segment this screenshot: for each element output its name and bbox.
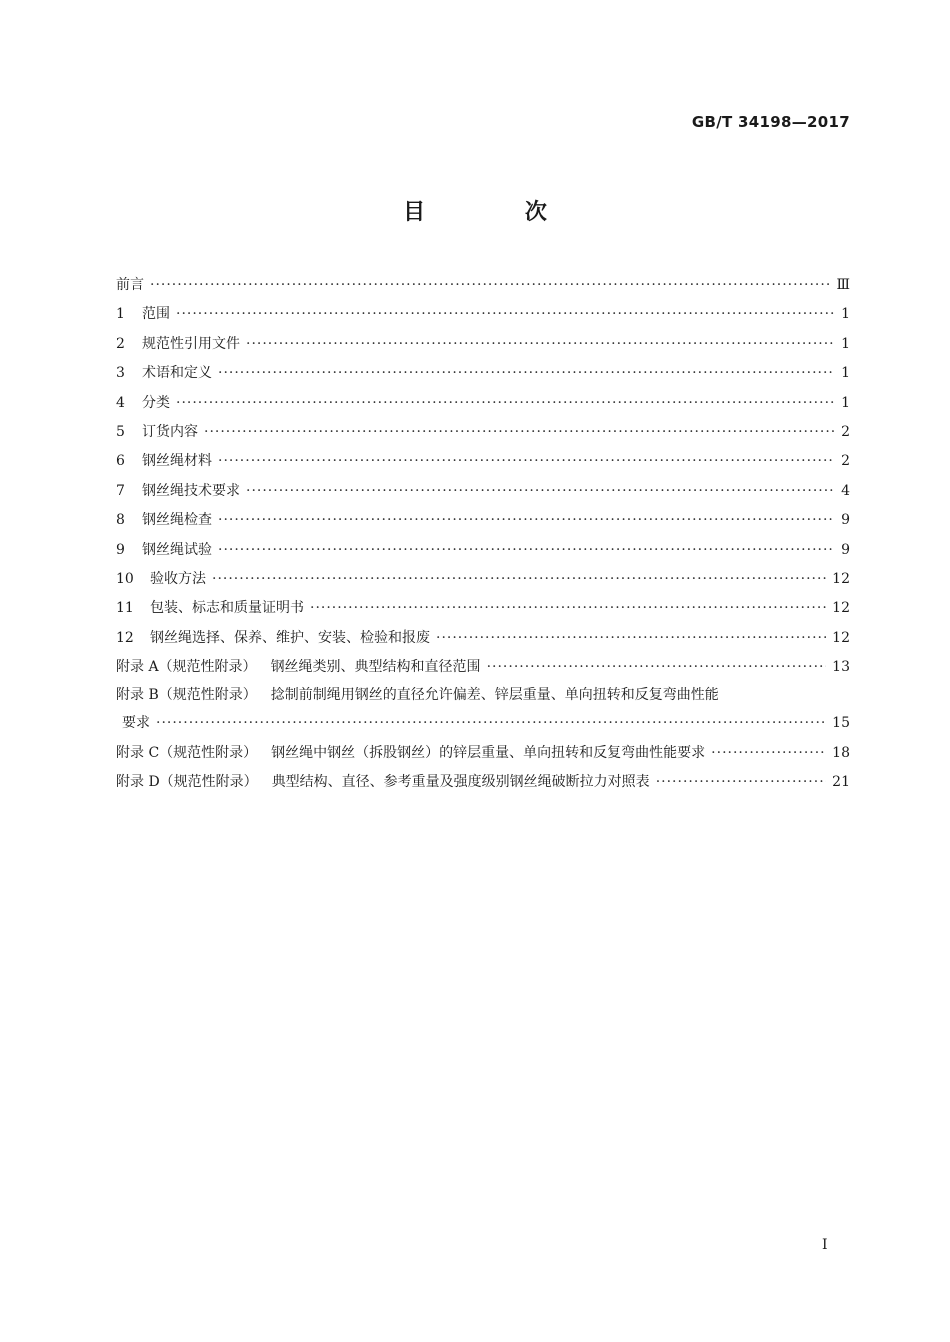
toc-entry-title: 钢丝绳选择、保养、维护、安装、检验和报废	[150, 629, 430, 646]
leader-dots	[218, 447, 834, 476]
toc-entry-9[interactable]	[116, 536, 850, 565]
toc-entry-page: 12	[832, 570, 850, 587]
page-number: I	[822, 1237, 828, 1253]
leader-dots	[176, 300, 834, 329]
toc-entry-page: 12	[832, 600, 850, 617]
toc-entry-10[interactable]	[116, 565, 850, 594]
annex-title: 钢丝绳类别、典型结构和直径范围	[270, 659, 481, 676]
toc-entry-number: 5	[116, 423, 125, 440]
toc-entry-11[interactable]	[116, 594, 850, 623]
toc-entry-number: 12	[116, 629, 134, 646]
toc-entry-annex-d[interactable]	[116, 768, 850, 797]
toc-entry-page: 9	[841, 512, 850, 529]
leader-dots	[218, 536, 834, 565]
toc-entry-page: 9	[841, 541, 850, 558]
toc-entry-title: 范围	[142, 306, 170, 323]
toc-entry-page: 18	[832, 744, 850, 761]
toc-entry-title: 钢丝绳试验	[142, 541, 212, 558]
toc-entry-annex-b-continued[interactable]	[116, 709, 850, 738]
leader-dots	[176, 389, 834, 418]
annex-head: 附录 C（规范性附录）	[116, 744, 258, 761]
annex-head: 附录 D（规范性附录）	[116, 774, 258, 791]
toc-entry-number: 6	[116, 453, 125, 470]
table-of-contents	[116, 271, 850, 798]
toc-entry-4[interactable]	[116, 389, 850, 418]
toc-entry-page: 1	[841, 335, 850, 352]
leader-dots	[656, 768, 826, 797]
page-title: 目 次	[403, 200, 593, 225]
toc-entry-7[interactable]	[116, 477, 850, 506]
toc-entry-number: 3	[116, 365, 125, 382]
toc-entry-8[interactable]	[116, 506, 850, 535]
leader-dots	[156, 709, 826, 738]
leader-dots	[246, 330, 834, 359]
toc-entry-title: 分类	[142, 394, 170, 411]
annex-title: 捻制前制绳用钢丝的直径允许偏差、锌层重量、单向扭转和反复弯曲性能	[270, 687, 719, 704]
leader-dots	[487, 653, 827, 682]
leader-dots	[218, 359, 834, 388]
toc-entry-annex-b[interactable]	[116, 682, 850, 709]
annex-title: 钢丝绳中钢丝（拆股钢丝）的锌层重量、单向扭转和反复弯曲性能要求	[271, 744, 706, 761]
toc-entry-page: 1	[841, 394, 850, 411]
leader-dots	[218, 506, 834, 535]
leader-dots	[246, 477, 834, 506]
toc-entry-title: 钢丝绳技术要求	[142, 482, 240, 499]
toc-entry-number: 9	[116, 541, 125, 558]
toc-entry-page: 13	[832, 659, 850, 676]
toc-entry-12[interactable]	[116, 624, 850, 653]
toc-entry-number: 1	[116, 306, 125, 323]
toc-entry-title: 前言	[116, 277, 144, 293]
toc-entry-page: 2	[841, 423, 850, 440]
toc-entry-title: 验收方法	[150, 570, 206, 587]
toc-entry-number: 7	[116, 482, 125, 499]
leader-dots	[204, 418, 834, 447]
toc-entry-5[interactable]	[116, 418, 850, 447]
toc-entry-title: 术语和定义	[142, 365, 212, 382]
toc-entry-page: Ⅲ	[836, 277, 850, 293]
leader-dots	[436, 624, 826, 653]
toc-entry-title: 规范性引用文件	[142, 335, 240, 352]
toc-entry-page: 21	[832, 774, 850, 791]
toc-entry-foreword[interactable]	[116, 271, 850, 300]
toc-entry-number: 2	[116, 335, 125, 352]
toc-entry-title: 订货内容	[142, 423, 198, 440]
toc-entry-3[interactable]	[116, 359, 850, 388]
toc-entry-annex-c[interactable]	[116, 739, 850, 768]
toc-entry-1[interactable]	[116, 300, 850, 329]
toc-entry-number: 11	[116, 600, 134, 617]
annex-title-continued: 要求	[122, 715, 150, 732]
toc-entry-number: 4	[116, 394, 125, 411]
toc-entry-title: 包装、标志和质量证明书	[150, 600, 304, 617]
standard-code: GB/T 34198—2017	[691, 113, 850, 131]
toc-entry-2[interactable]	[116, 330, 850, 359]
toc-entry-number: 10	[116, 570, 134, 587]
toc-entry-page: 1	[841, 365, 850, 382]
annex-head: 附录 B（规范性附录）	[116, 687, 257, 704]
toc-entry-page: 2	[841, 453, 850, 470]
leader-dots	[212, 565, 826, 594]
toc-entry-page: 12	[832, 629, 850, 646]
toc-entry-6[interactable]	[116, 447, 850, 476]
leader-dots	[150, 271, 830, 300]
annex-head: 附录 A（规范性附录）	[116, 659, 257, 676]
toc-entry-page: 1	[841, 306, 850, 323]
toc-entry-title: 钢丝绳检查	[142, 512, 212, 529]
toc-entry-page: 15	[832, 715, 850, 732]
toc-entry-annex-a[interactable]	[116, 653, 850, 682]
toc-entry-number: 8	[116, 512, 125, 529]
annex-title: 典型结构、直径、参考重量及强度级别钢丝绳破断拉力对照表	[271, 774, 650, 791]
leader-dots	[711, 739, 826, 768]
leader-dots	[310, 594, 826, 623]
toc-entry-title: 钢丝绳材料	[142, 453, 212, 470]
toc-entry-page: 4	[841, 482, 850, 499]
